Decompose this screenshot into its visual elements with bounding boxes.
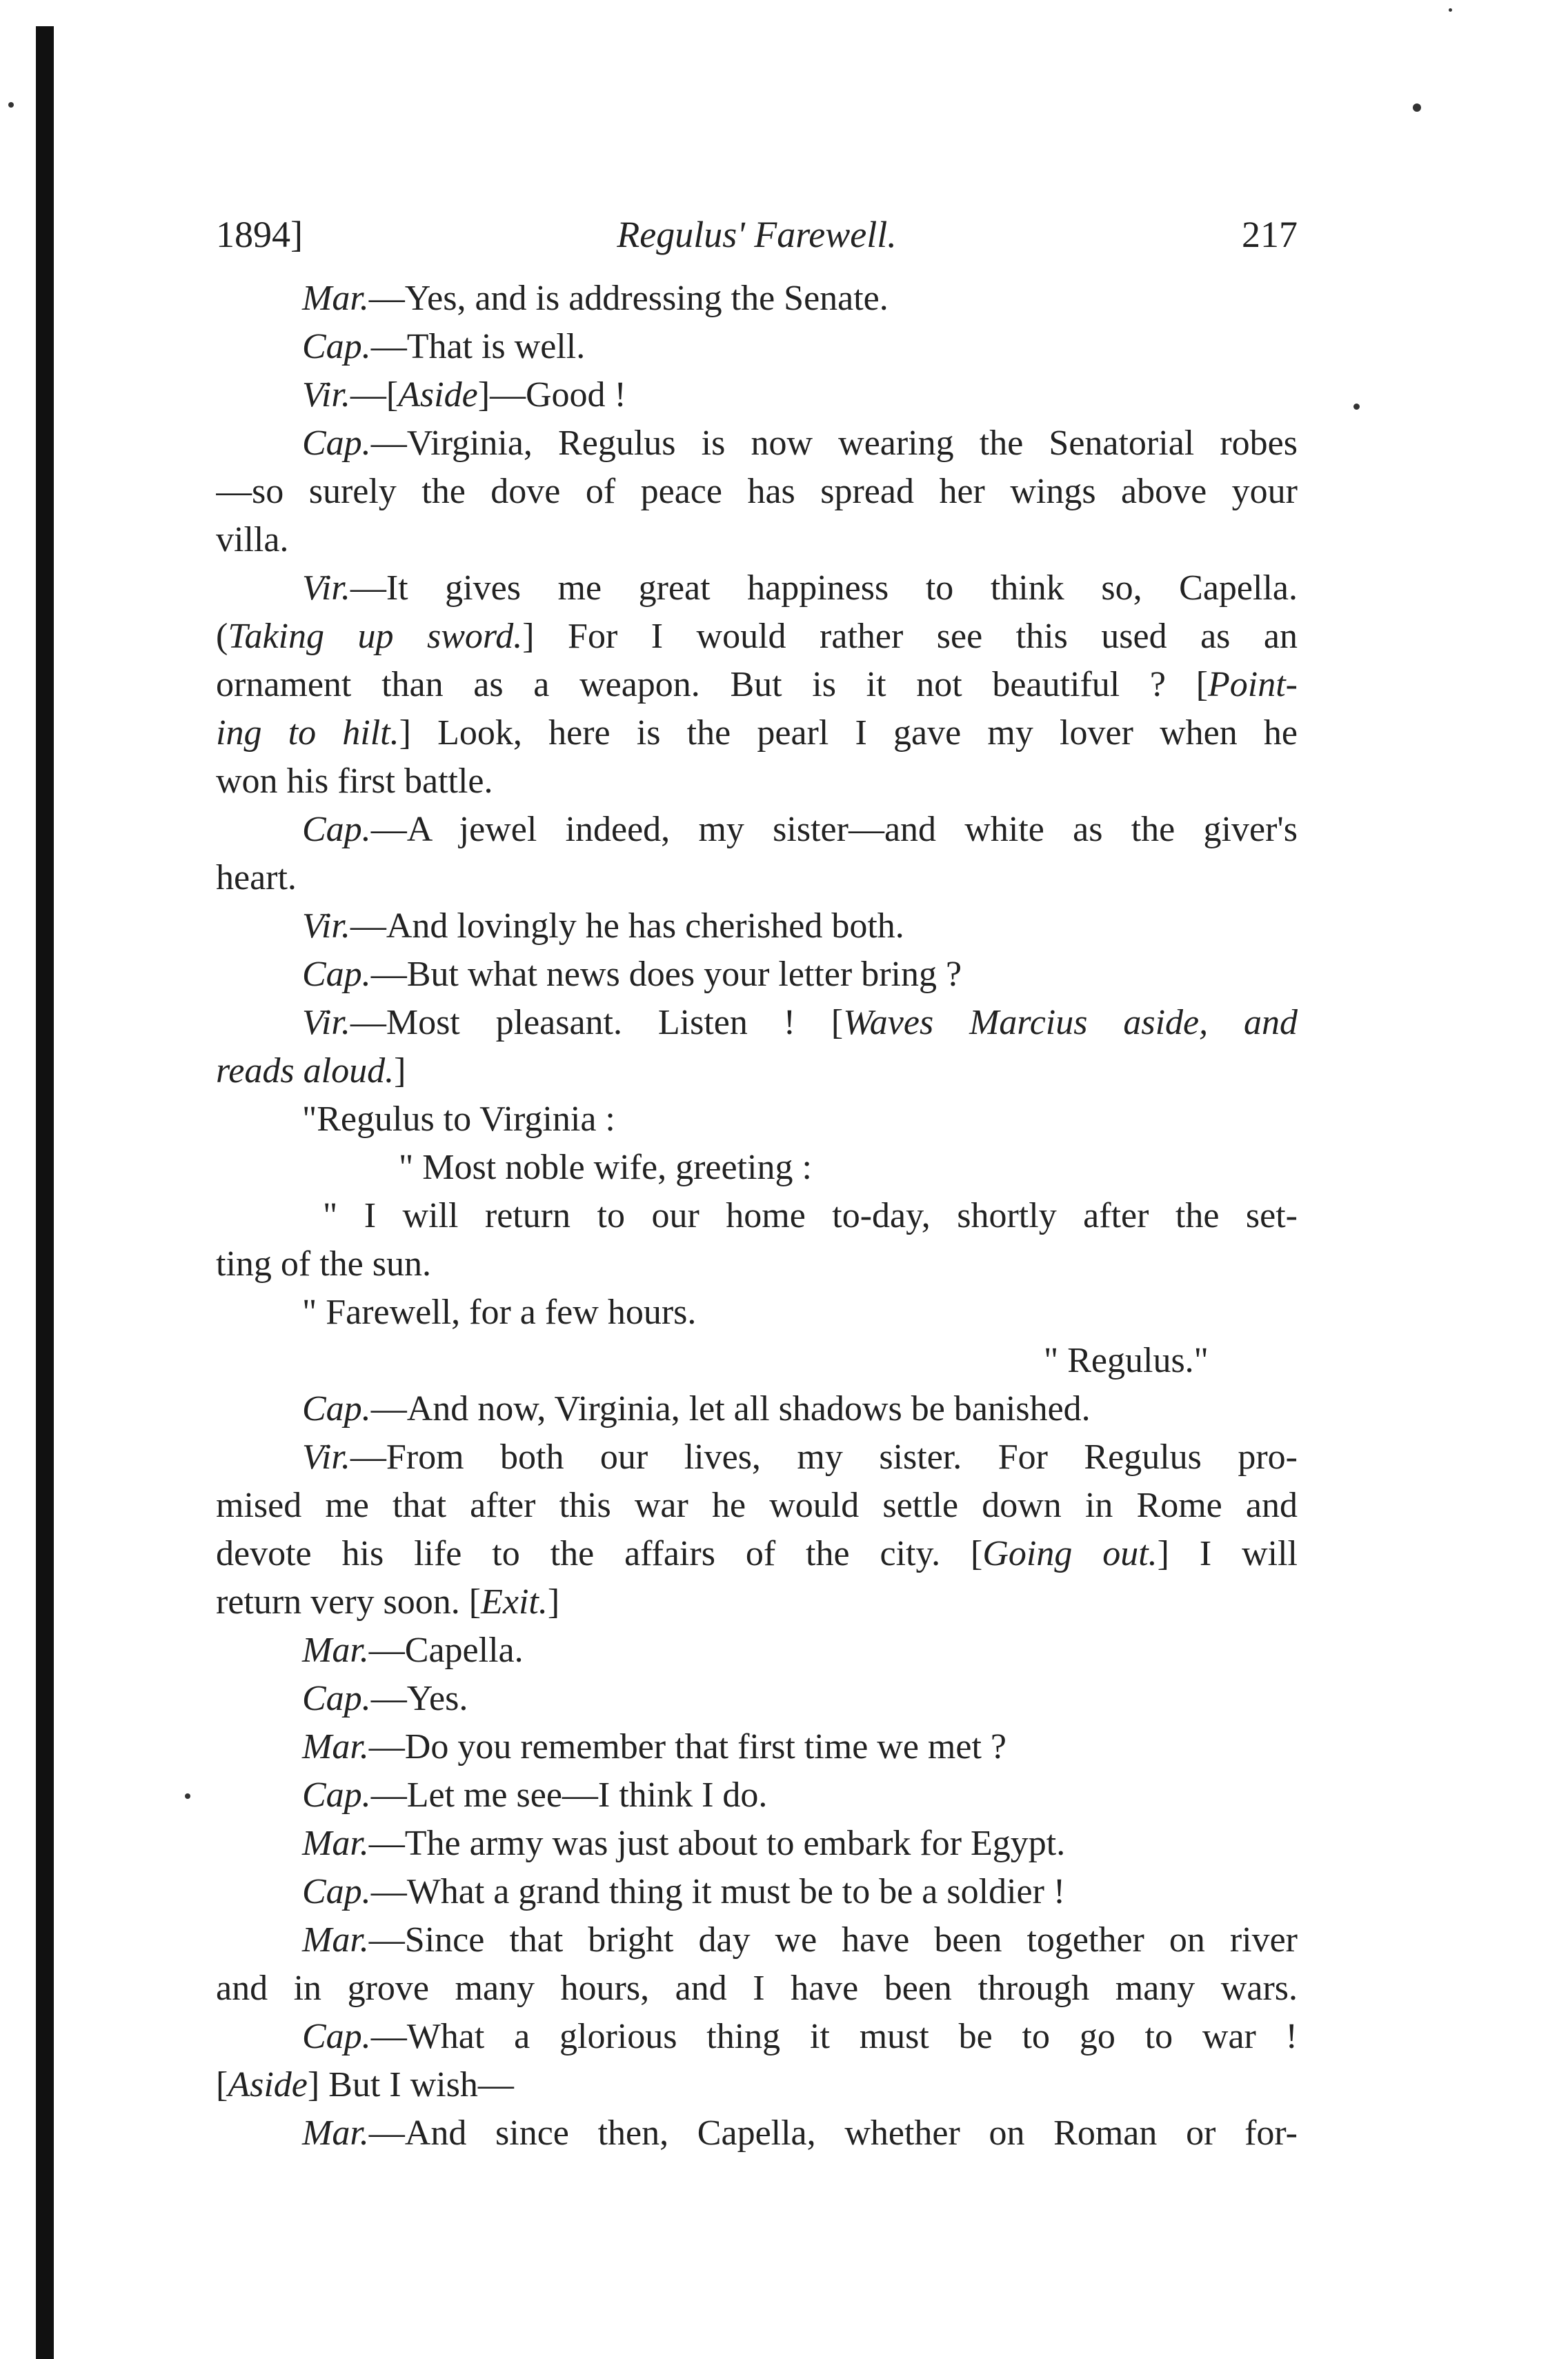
- scan-speck: [1353, 404, 1360, 410]
- line-text: devote his life to the affairs of the city. [: [216, 1534, 983, 1573]
- speaker-name: Mar.: [302, 1631, 369, 1670]
- line-text: —Yes.: [370, 1679, 468, 1718]
- line-text: —Let me see—I think I do.: [370, 1775, 768, 1815]
- text-line: [216, 709, 1298, 757]
- text-line: [216, 1385, 1298, 1433]
- speaker-name: Mar.: [302, 1727, 369, 1766]
- line-text: villa.: [216, 520, 289, 559]
- line-text: —Capella.: [368, 1631, 524, 1670]
- text-line: [216, 275, 1298, 323]
- line-text: ]: [394, 1051, 406, 1091]
- line-text: —It gives me great happiness to think so, Capella.: [350, 568, 1298, 608]
- speaker-name: Vir.: [302, 568, 350, 608]
- line-text: —Yes, and is addressing the Senate.: [368, 279, 889, 318]
- speaker-name: Mar.: [302, 2113, 369, 2153]
- text-line: [216, 1337, 1298, 1385]
- speaker-name: Mar.: [302, 1920, 369, 1960]
- line-text: —What a glorious thing it must be to go to war !: [370, 2017, 1298, 2056]
- dialogue-text: [216, 275, 1298, 2158]
- text-line: [216, 1675, 1298, 1723]
- text-line: [216, 661, 1298, 709]
- line-text: —Virginia, Regulus is now wearing the Senatorial robes: [370, 424, 1298, 463]
- line-text: " Most noble wife, greeting :: [399, 1148, 812, 1187]
- text-line: [216, 1240, 1298, 1288]
- speaker-name: Cap.: [302, 2017, 371, 2056]
- line-text: [: [216, 2065, 228, 2104]
- page-header: [216, 207, 1298, 262]
- text-line: [216, 757, 1298, 806]
- line-text: —And now, Virginia, let all shadows be banished.: [370, 1389, 1091, 1429]
- text-line: [216, 1530, 1298, 1578]
- text-line: [216, 1482, 1298, 1530]
- line-text: " Farewell, for a few hours.: [302, 1293, 697, 1332]
- speaker-name: Cap.: [302, 1679, 371, 1718]
- line-text: —But what news does your letter bring ?: [370, 955, 962, 994]
- scan-speck: [185, 1793, 190, 1799]
- speaker-name: Mar.: [302, 279, 369, 318]
- text-line: [216, 419, 1298, 468]
- text-line: [216, 902, 1298, 950]
- line-text: ]: [547, 1582, 560, 1622]
- line-text: —The army was just about to embark for Egypt.: [368, 1824, 1066, 1863]
- line-text: —so surely the dove of peace has spread her wings above your: [216, 472, 1298, 511]
- line-text: —Most pleasant. Listen ! [: [350, 1003, 844, 1042]
- text-line: [216, 516, 1298, 564]
- text-line: [216, 1047, 1298, 1095]
- text-line: [216, 1820, 1298, 1868]
- line-text: ] For I would rather see this used as an: [522, 617, 1298, 656]
- line-text: ] Look, here is the pearl I gave my lover when he: [399, 713, 1298, 753]
- speaker-name: Vir.: [302, 375, 350, 415]
- text-line: [216, 999, 1298, 1047]
- scan-speck: [1413, 103, 1421, 112]
- text-line: [216, 1771, 1298, 1820]
- line-text: —What a grand thing it must be to be a soldier !: [370, 1872, 1066, 1911]
- running-title: Regulus' Farewell.: [617, 214, 897, 255]
- text-line: [216, 1192, 1298, 1240]
- speaker-name: Cap.: [302, 424, 371, 463]
- text-line: [216, 1095, 1298, 1144]
- stage-direction: Waves Marcius aside, and: [843, 1003, 1298, 1042]
- line-text: won his first battle.: [216, 762, 493, 801]
- page-number: 217: [1242, 214, 1298, 255]
- stage-direction: Going out.: [982, 1534, 1158, 1573]
- speaker-name: Cap.: [302, 1872, 371, 1911]
- speaker-name: Cap.: [302, 810, 371, 849]
- line-text: —Since that bright day we have been together on river: [368, 1920, 1298, 1960]
- line-text: —Do you remember that first time we met ?: [368, 1727, 1006, 1766]
- line-text: ting of the sun.: [216, 1244, 431, 1284]
- line-text: mised me that after this war he would settle down in Rome and: [216, 1486, 1298, 1525]
- text-line: [216, 806, 1298, 854]
- text-line: [216, 1916, 1298, 1964]
- text-line: [216, 1723, 1298, 1771]
- text-line: [216, 468, 1298, 516]
- line-text: " Regulus.": [1044, 1341, 1209, 1380]
- header-year: 1894]: [216, 214, 303, 255]
- line-text: heart.: [216, 858, 297, 897]
- text-line: [216, 2061, 1298, 2109]
- line-text: return very soon. [: [216, 1582, 482, 1622]
- speaker-name: Vir.: [302, 1003, 350, 1042]
- stage-direction: ing to hilt.: [216, 713, 399, 753]
- speaker-name: Vir.: [302, 1437, 350, 1477]
- scan-speck: [1449, 8, 1452, 12]
- text-line: [216, 1626, 1298, 1675]
- line-text: —From both our lives, my sister. For Regulus pro-: [350, 1437, 1298, 1477]
- line-text: (: [216, 617, 228, 656]
- line-text: —That is well.: [370, 327, 586, 366]
- line-text: ornament than as a weapon. But is it not beautiful ? [: [216, 665, 1209, 704]
- text-line: [216, 2109, 1298, 2158]
- text-line: [216, 950, 1298, 999]
- line-text: and in grove many hours, and I have been through many wars.: [216, 1969, 1298, 2008]
- line-text: ] I will: [1157, 1534, 1298, 1573]
- text-line: [216, 1288, 1298, 1337]
- text-line: [216, 323, 1298, 371]
- line-text: —And lovingly he has cherished both.: [350, 906, 904, 946]
- text-line: [216, 1964, 1298, 2013]
- text-line: [216, 1578, 1298, 1626]
- stage-direction: Aside: [398, 375, 478, 415]
- text-line: [216, 1433, 1298, 1482]
- line-text: —A jewel indeed, my sister—and white as the giver's: [370, 810, 1298, 849]
- line-text: " I will return to our home to-day, shortly after the set-: [323, 1196, 1298, 1235]
- speaker-name: Cap.: [302, 955, 371, 994]
- line-text: ] But I wish—: [307, 2065, 514, 2104]
- stage-direction: Taking up sword.: [228, 617, 523, 656]
- speaker-name: Vir.: [302, 906, 350, 946]
- stage-direction: Point-: [1208, 665, 1298, 704]
- speaker-name: Mar.: [302, 1824, 369, 1863]
- text-line: [216, 613, 1298, 661]
- stage-direction: reads aloud.: [216, 1051, 395, 1091]
- stage-direction: Aside: [228, 2065, 308, 2104]
- text-line: [216, 564, 1298, 613]
- line-text: ]—Good !: [477, 375, 626, 415]
- book-binding-edge: [36, 26, 54, 2359]
- line-text: —[: [350, 375, 399, 415]
- stage-direction: Exit.: [481, 1582, 548, 1622]
- text-line: [216, 2013, 1298, 2061]
- text-line: [216, 854, 1298, 902]
- text-line: [216, 1868, 1298, 1916]
- scan-speck: [8, 102, 14, 108]
- line-text: —And since then, Capella, whether on Roman or for-: [368, 2113, 1298, 2153]
- speaker-name: Cap.: [302, 327, 371, 366]
- speaker-name: Cap.: [302, 1775, 371, 1815]
- speaker-name: Cap.: [302, 1389, 371, 1429]
- line-text: "Regulus to Virginia :: [302, 1099, 615, 1139]
- text-line: [216, 371, 1298, 419]
- text-line: [216, 1144, 1298, 1192]
